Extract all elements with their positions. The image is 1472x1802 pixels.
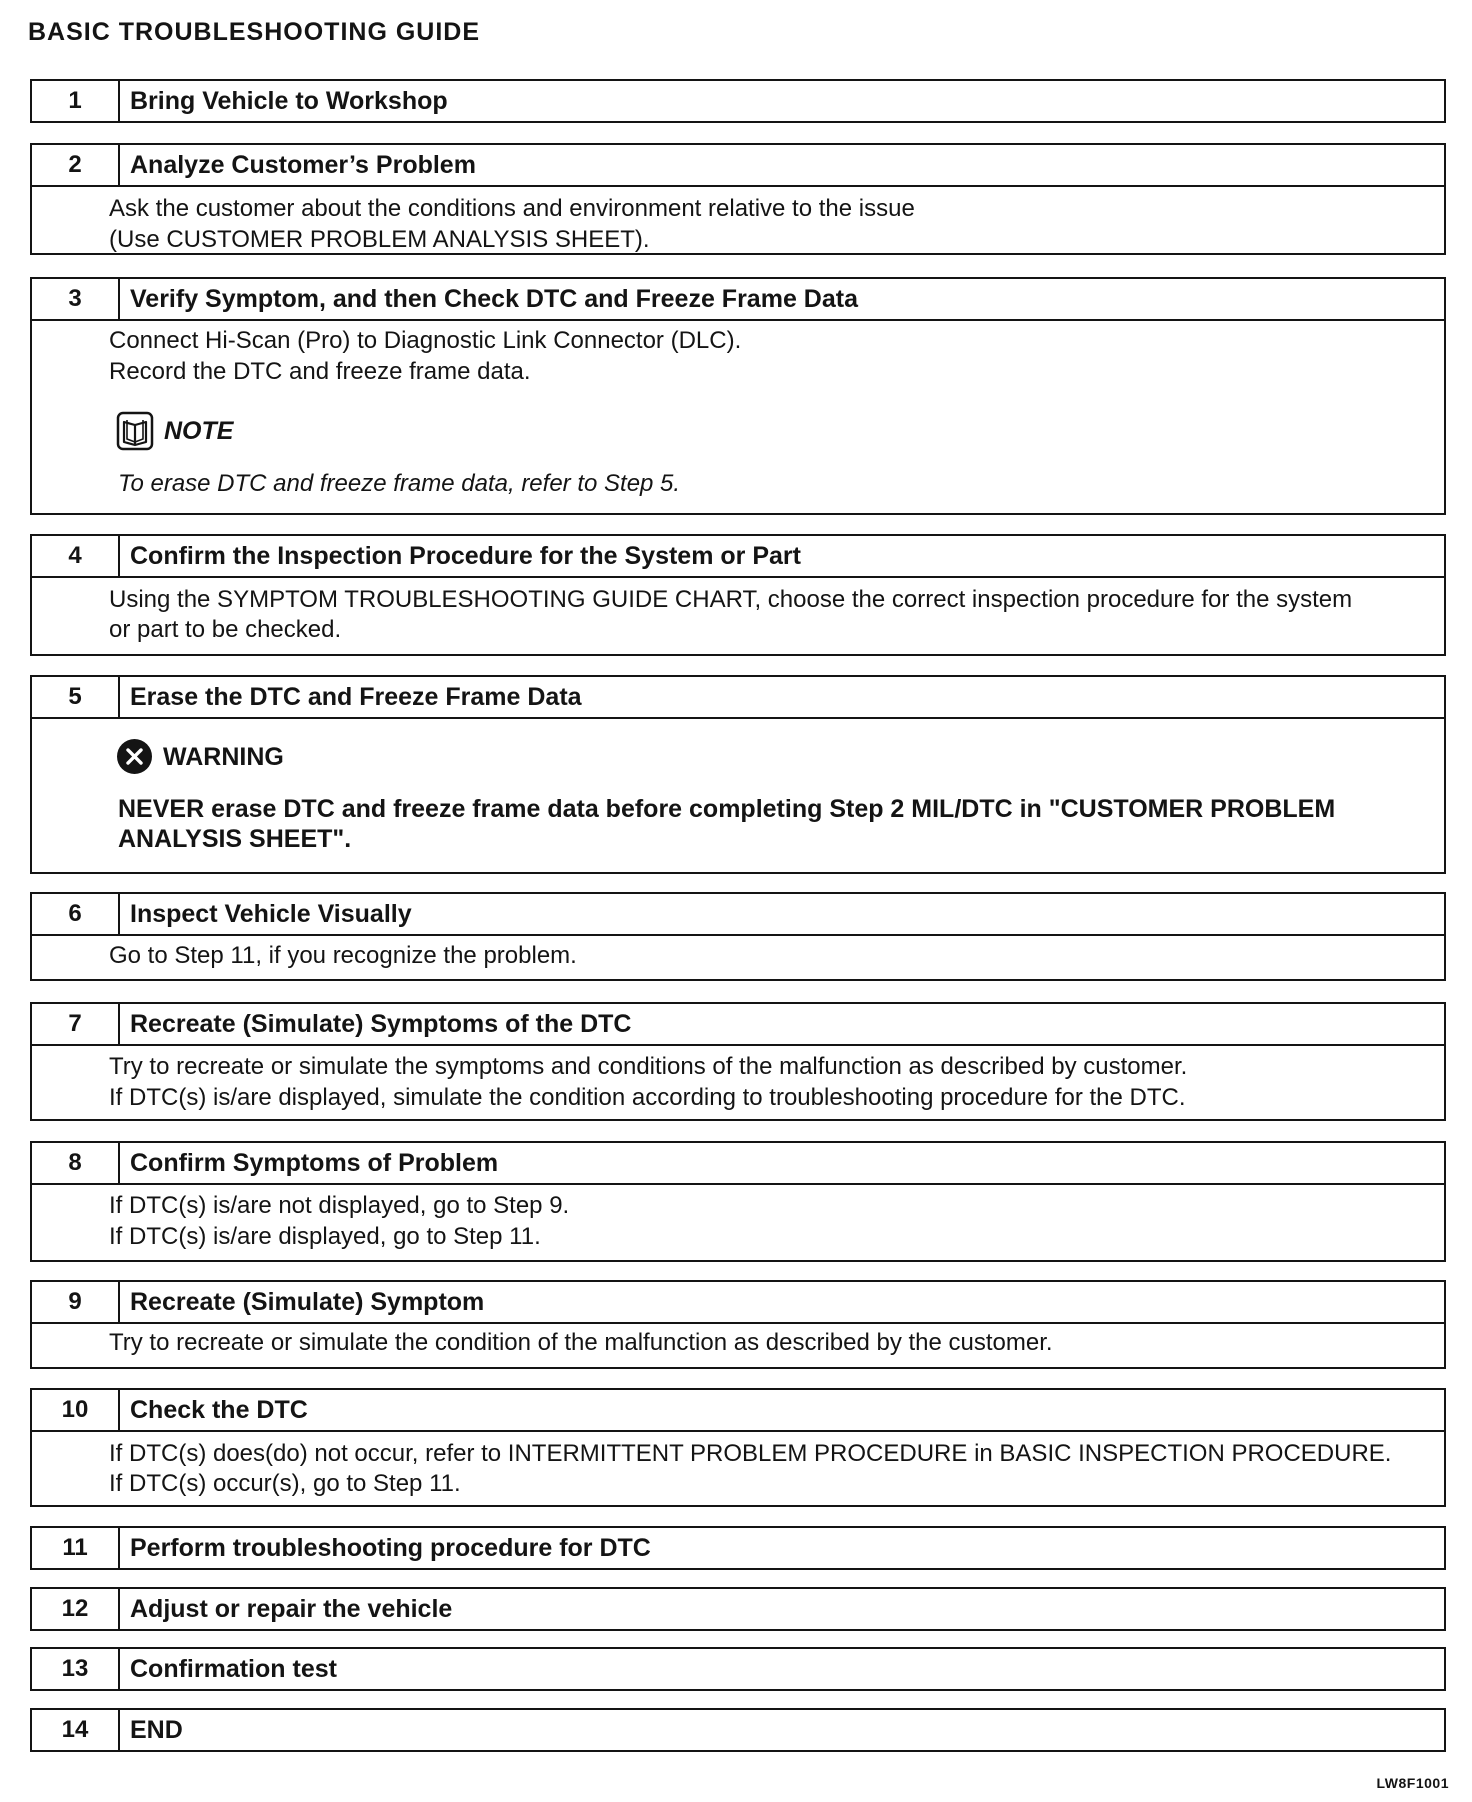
body-line: If DTC(s) is/are displayed, simulate the condition according to troubleshooting procedure for the DTC. [109, 1084, 1186, 1111]
step-header [32, 1710, 1444, 1750]
step-header [32, 279, 1444, 321]
step-11 [30, 1526, 1446, 1570]
warning-header [116, 738, 1444, 775]
step-5 [30, 675, 1446, 874]
step-number: 8 [32, 1143, 120, 1183]
step-14 [30, 1708, 1446, 1752]
step-12 [30, 1587, 1446, 1631]
step-header [32, 1282, 1444, 1324]
step-body [32, 1185, 1444, 1260]
step-title: Perform troubleshooting procedure for DTC [130, 1534, 651, 1562]
step-13 [30, 1647, 1446, 1691]
step-body [32, 321, 1444, 513]
body-line: Try to recreate or simulate the symptoms and conditions of the malfunction as described by customer. [109, 1053, 1188, 1080]
step-header [32, 1649, 1444, 1689]
step-header [32, 677, 1444, 719]
body-line: Ask the customer about the conditions and environment relative to the issue [109, 195, 915, 222]
step-number: 1 [32, 81, 120, 121]
step-header [32, 1390, 1444, 1432]
step-3 [30, 277, 1446, 515]
step-title: Confirmation test [130, 1655, 337, 1683]
step-2 [30, 143, 1446, 255]
step-9 [30, 1280, 1446, 1369]
step-7 [30, 1002, 1446, 1121]
body-line: Using the SYMPTOM TROUBLESHOOTING GUIDE CHART, choose the correct inspection procedure for the system [109, 586, 1353, 613]
step-title: Analyze Customer’s Problem [130, 151, 476, 179]
figure-code: LW8F1001 [1376, 1775, 1449, 1791]
step-number: 10 [32, 1390, 120, 1430]
step-title: Recreate (Simulate) Symptoms of the DTC [130, 1010, 632, 1038]
body-line: Go to Step 11, if you recognize the problem. [109, 942, 577, 969]
warning-text [118, 794, 1444, 854]
step-title: Adjust or repair the vehicle [130, 1595, 453, 1623]
body-line: Record the DTC and freeze frame data. [109, 358, 531, 385]
step-title: Confirm Symptoms of Problem [130, 1149, 499, 1177]
body-line: (Use CUSTOMER PROBLEM ANALYSIS SHEET). [109, 226, 650, 253]
step-title: END [130, 1716, 183, 1744]
step-title: Recreate (Simulate) Symptom [130, 1288, 485, 1316]
body-line: or part to be checked. [109, 616, 342, 643]
step-header [32, 894, 1444, 936]
body-line: If DTC(s) is/are not displayed, go to Step 9. [109, 1192, 570, 1219]
step-body [32, 1432, 1444, 1505]
step-6 [30, 892, 1446, 981]
note-text: To erase DTC and freeze frame data, refer to Step 5. [118, 470, 681, 497]
step-title: Bring Vehicle to Workshop [130, 87, 448, 115]
warning-label: WARNING [163, 742, 284, 771]
step-body [32, 1324, 1444, 1367]
step-header [32, 81, 1444, 121]
body-line: Try to recreate or simulate the condition of the malfunction as described by the customer. [109, 1329, 1053, 1356]
step-number: 13 [32, 1649, 120, 1689]
body-line: If DTC(s) is/are displayed, go to Step 11. [109, 1223, 541, 1250]
step-header [32, 536, 1444, 578]
step-body [32, 578, 1444, 654]
step-body [32, 187, 1444, 253]
step-header [32, 1589, 1444, 1629]
step-title: Confirm the Inspection Procedure for the System or Part [130, 542, 801, 570]
warning-line: NEVER erase DTC and freeze frame data before completing Step 2 MIL/DTC in "CUSTOMER PROBLEM [118, 795, 1336, 823]
step-4 [30, 534, 1446, 656]
step-body [32, 936, 1444, 979]
book-icon [116, 411, 154, 451]
step-number: 12 [32, 1589, 120, 1629]
step-title: Check the DTC [130, 1396, 308, 1424]
step-number: 7 [32, 1004, 120, 1044]
step-title: Verify Symptom, and then Check DTC and Freeze Frame Data [130, 285, 858, 313]
step-header [32, 1143, 1444, 1185]
step-title: Inspect Vehicle Visually [130, 900, 412, 928]
step-10 [30, 1388, 1446, 1507]
body-line: If DTC(s) does(do) not occur, refer to INTERMITTENT PROBLEM PROCEDURE in BASIC INSPECTION PROCEDURE. [109, 1440, 1392, 1467]
step-body [32, 719, 1444, 872]
step-header [32, 1528, 1444, 1568]
body-line: Connect Hi-Scan (Pro) to Diagnostic Link Connector (DLC). [109, 327, 742, 354]
body-line: If DTC(s) occur(s), go to Step 11. [109, 1470, 461, 1497]
step-number: 4 [32, 536, 120, 576]
step-number: 9 [32, 1282, 120, 1322]
warning-line: ANALYSIS SHEET". [118, 825, 352, 853]
step-header [32, 145, 1444, 187]
warning-x-icon [116, 738, 153, 775]
note-header [116, 411, 1444, 451]
step-number: 14 [32, 1710, 120, 1750]
page-title: BASIC TROUBLESHOOTING GUIDE [28, 18, 481, 46]
step-8 [30, 1141, 1446, 1262]
step-title: Erase the DTC and Freeze Frame Data [130, 683, 582, 711]
step-number: 5 [32, 677, 120, 717]
step-number: 3 [32, 279, 120, 319]
step-number: 2 [32, 145, 120, 185]
step-number: 6 [32, 894, 120, 934]
step-header [32, 1004, 1444, 1046]
step-body [32, 1046, 1444, 1119]
step-1 [30, 79, 1446, 123]
step-number: 11 [32, 1528, 120, 1568]
note-label: NOTE [164, 416, 234, 445]
